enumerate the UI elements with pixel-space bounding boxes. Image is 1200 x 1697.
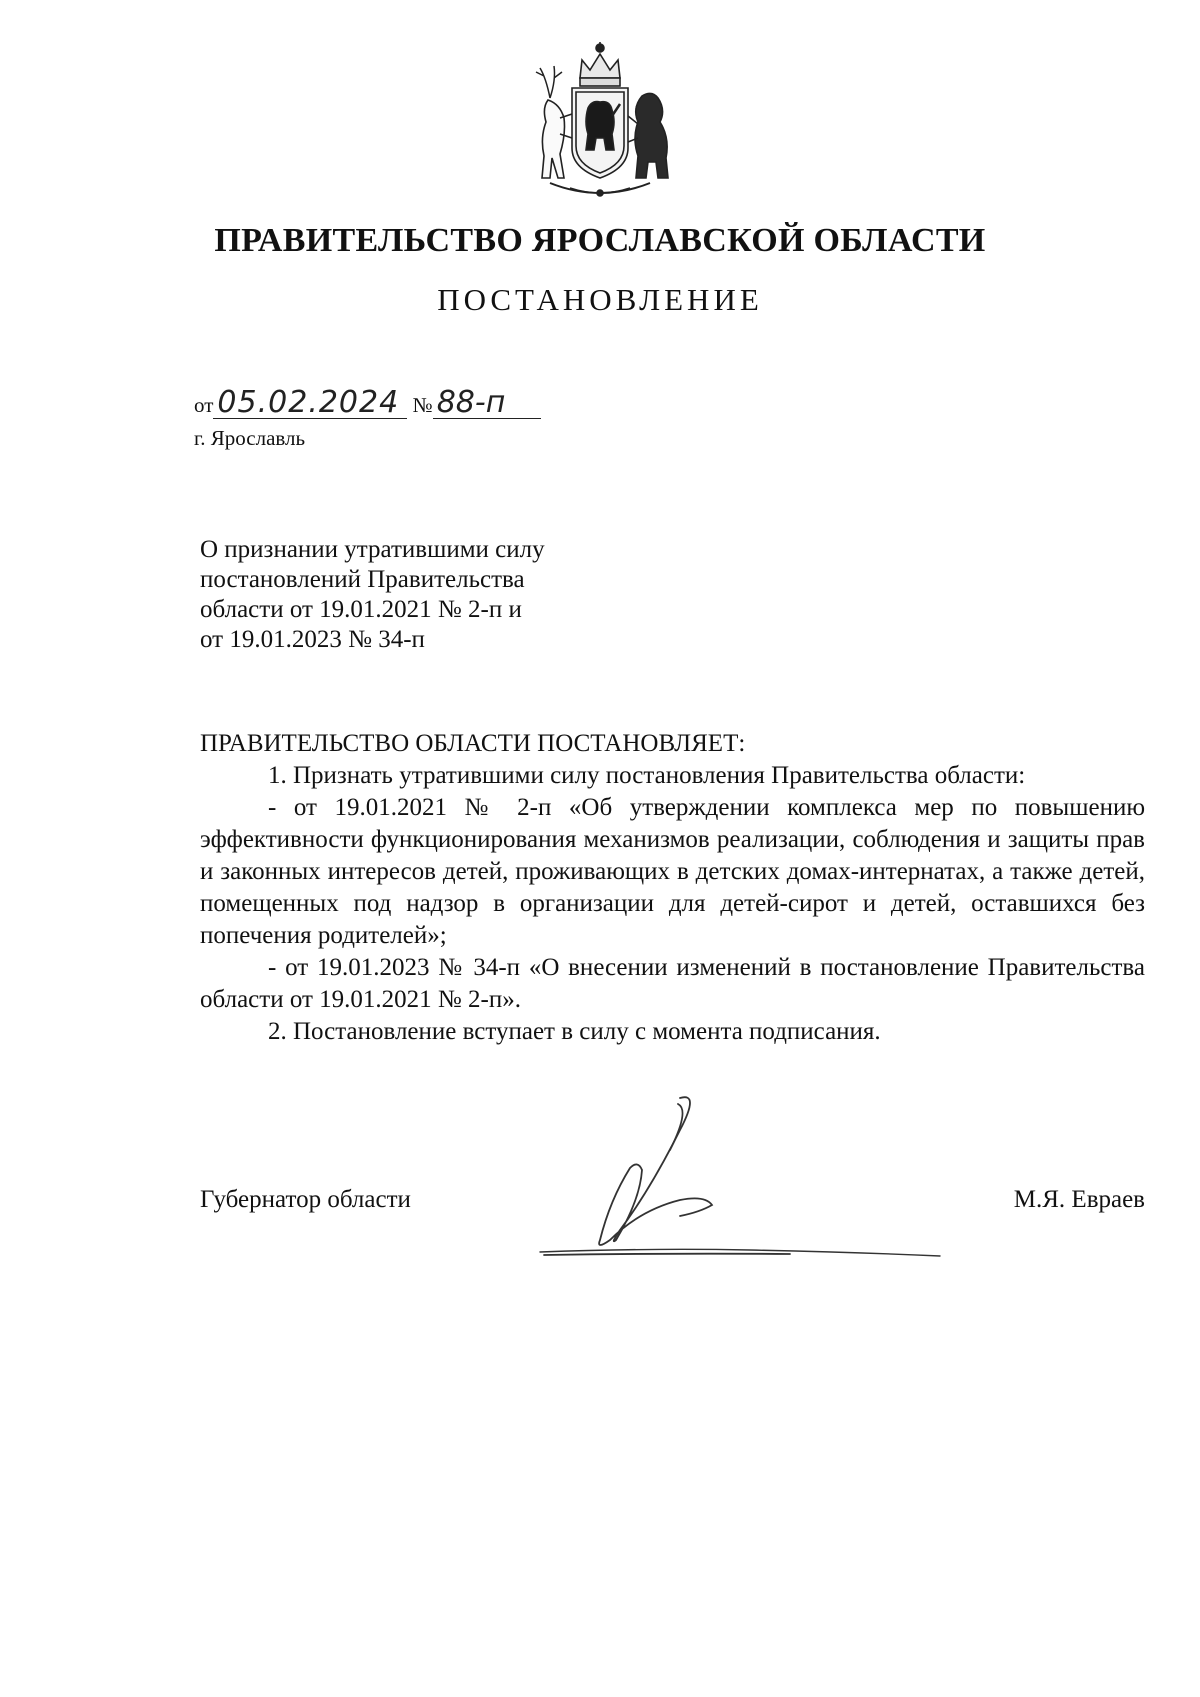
handwritten-signature-icon bbox=[530, 1090, 950, 1280]
subject-block bbox=[200, 535, 640, 655]
subject-line: от 19.01.2023 № 34-п bbox=[200, 626, 425, 653]
date-value: 05.02.2024 bbox=[213, 388, 407, 419]
number-prefix: № bbox=[412, 393, 433, 417]
subject-line: О признании утратившими силу bbox=[200, 536, 545, 563]
date-number-line bbox=[194, 385, 541, 420]
organization-title: ПРАВИТЕЛЬСТВО ЯРОСЛАВСКОЙ ОБЛАСТИ bbox=[214, 222, 986, 259]
paragraph-item-1a: - от 19.01.2021 № 2-п «Об утверждении комплекса мер по повышению эффективности функционирования механизмов реализации, соблюдения и защиты прав и законных интересов детей, проживающих в детских домах-интернатах, а также детей, помещенных под надзор в организации для детей-сирот и детей, оставшихся без попечения родителей»; bbox=[200, 794, 1145, 949]
signatory-name: М.Я. Евраев bbox=[1013, 1186, 1145, 1213]
number-value: 88-п bbox=[433, 388, 541, 419]
coat-of-arms-icon bbox=[520, 38, 680, 203]
document-type: ПОСТАНОВЛЕНИЕ bbox=[437, 282, 763, 317]
subject-line: постановлений Правительства bbox=[200, 566, 525, 593]
subject-line: области от 19.01.2021 № 2-п и bbox=[200, 596, 522, 623]
paragraph-item-1b: - от 19.01.2023 № 34-п «О внесении изменений в постановление Правительства области от 19.01.2021 № 2-п». bbox=[200, 954, 1145, 1013]
decree-heading: ПРАВИТЕЛЬСТВО ОБЛАСТИ ПОСТАНОВЛЯЕТ: bbox=[200, 730, 746, 757]
paragraph-item-2: 2. Постановление вступает в силу с момента подписания. bbox=[268, 1018, 881, 1045]
date-prefix: от bbox=[194, 393, 214, 417]
paragraph-item-1: 1. Признать утратившими силу постановления Правительства области: bbox=[268, 762, 1026, 789]
document-body bbox=[200, 728, 1145, 1048]
signatory-position: Губернатор области bbox=[200, 1186, 411, 1213]
city: г. Ярославль bbox=[194, 426, 306, 450]
